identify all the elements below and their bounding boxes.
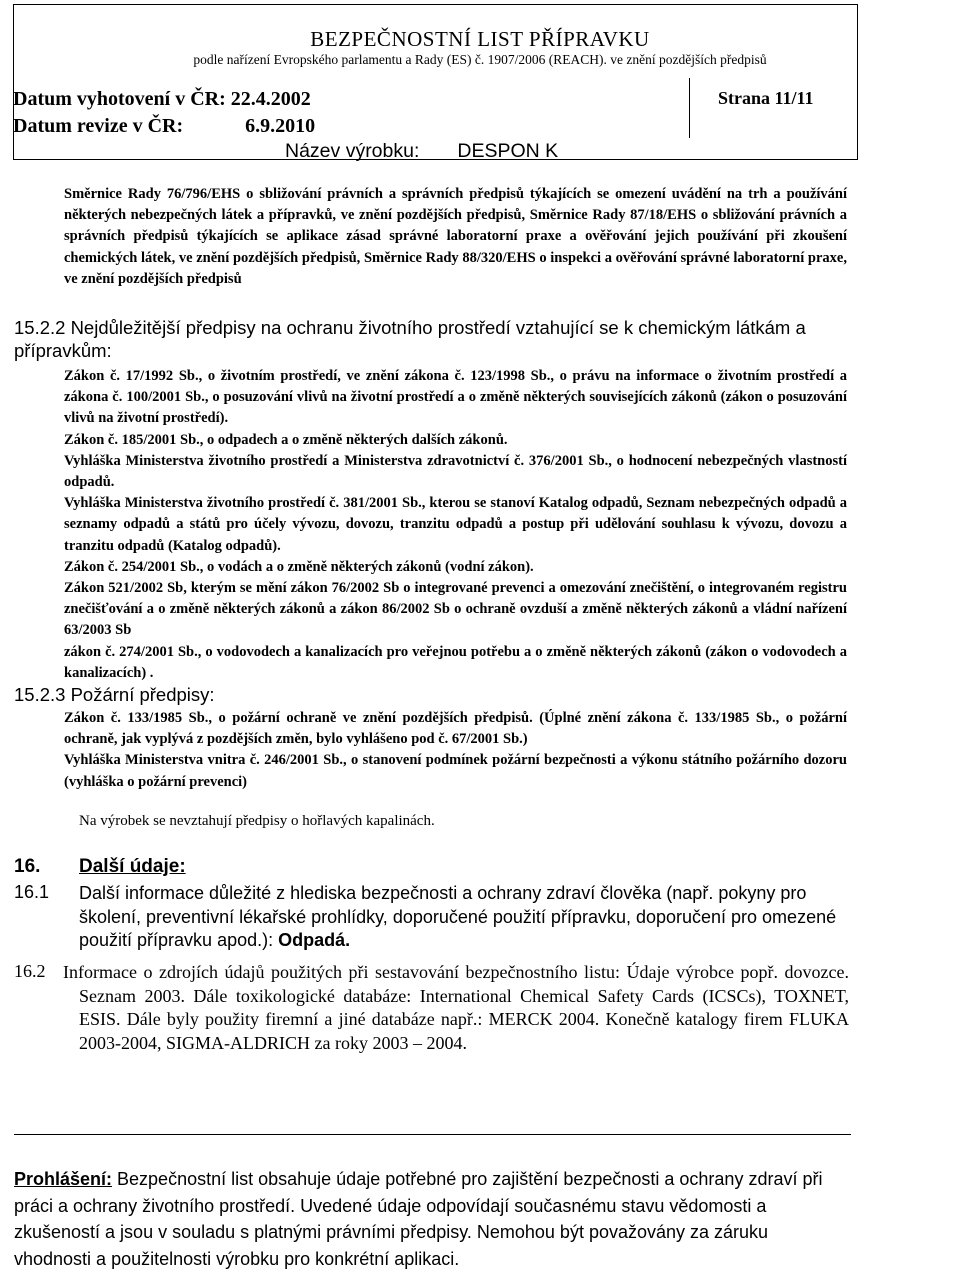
paragraph-16-1-number: 16.1 <box>14 882 50 902</box>
header-divider <box>689 78 690 138</box>
law-item: Vyhláška Ministerstva vnitra č. 246/2001 Sb., o stanovení podmínek požární bezpečnosti a výkonu státního požárního dozoru (vyhláška o požární prevenci) <box>64 752 847 790</box>
flammable-liquids-note: Na výrobek se nevztahují předpisy o hořlavých kapalinách. <box>79 813 435 829</box>
paragraph-16-1-answer: Odpadá. <box>278 930 351 951</box>
law-item: Zákon č. 17/1992 Sb., o životním prostředí, ve znění zákona č. 123/1998 Sb., o právu na informace o životním prostředí a zákona č. 100/2001 Sb., o posuzování vlivů na životní prostředí a o změně některých souvisejících zákonů (zákon o posuzování vlivů na životní prostředí). <box>64 368 847 427</box>
date-revised-label: Datum revize v ČR: <box>13 115 184 137</box>
date-revised <box>13 115 315 138</box>
environment-laws <box>64 366 847 684</box>
section-16-title: Další údaje: <box>79 856 186 877</box>
paragraph-16-1 <box>79 882 849 953</box>
fire-regulations <box>64 708 847 793</box>
law-item: Zákon č. 185/2001 Sb., o odpadech a o změně některých dalších zákonů. <box>64 431 508 448</box>
law-item: Zákon č. 254/2001 Sb., o vodách a o změně některých zákonů (vodní zákon). <box>64 558 534 575</box>
product-name <box>285 140 558 163</box>
date-issued: Datum vyhotovení v ČR: 22.4.2002 <box>13 88 311 110</box>
law-item: Vyhláška Ministerstva životního prostředí a Ministerstva zdravotnictví č. 376/2001 Sb., o hodnocení nebezpečných vlastností odpadů. <box>64 452 847 491</box>
footer-divider <box>14 1134 851 1135</box>
product-label: Název výrobku: <box>285 140 420 162</box>
paragraph-16-2 <box>63 961 849 1056</box>
eu-directives-paragraph: Směrnice Rady 76/796/EHS o sbližování právních a správních předpisů týkajících se omezení uvádění na trh a používání některých nebezpečných látek a přípravků, ve znění pozdějších předpisů, Směrnice Rady 87/18/EHS o sbližování právních a správních předpisů týkajících se aplikace zásad správné laboratorní praxe a ověřování jejich používání při zkoušení chemických látek, ve znění pozdějších předpisů, Směrnice Rady 88/320/EHS o inspekci a ověřování správné laboratorní praxe, ve znění pozdějších předpisů <box>64 186 847 287</box>
page-number: Strana 11/11 <box>718 88 814 108</box>
paragraph-16-2-text: Informace o zdrojích údajů použitých při sestavování bezpečnostního listu: Údaje výrobce popř. dovozce. Seznam 2003. Dále toxikologické databáze: International Chemical Safety Cards (ICSCs), TOXNET, ESIS. Dále byly použity firemní a jiné databáze např.: MERCK 2004. Konečně katalogy firem FLUKA 2003-2004, SIGMA-ALDRICH za roky 2003 – 2004. <box>63 962 849 1054</box>
law-item: Zákon 521/2002 Sb, kterým se mění zákon 76/2002 Sb o integrované prevenci a omezování znečištění, o integrovaném registru znečišťování a o změně některých zákonů a zákon 86/2002 Sb o ochraně ovzduší a změně některých zákonů a vládní nařízení 63/2003 Sb <box>64 580 847 639</box>
paragraph-16-1-text: Další informace důležité z hlediska bezpečnosti a ochrany zdraví člověka (např. pokyny pro školení, preventivní lékařské prohlídky, doporučené použití přípravku, doporučení pro omezené použití přípravku apod.): <box>79 883 837 951</box>
law-item: zákon č. 274/2001 Sb., o vodovodech a kanalizacích pro veřejnou potřebu a o změně některých zákonů (zákon o vodovodech a kanalizacích) . <box>64 643 847 681</box>
declaration <box>14 1166 844 1272</box>
section-15-2-2-heading: 15.2.2 Nejdůležitější předpisy na ochranu životního prostředí vztahující se k chemickým látkám a přípravkům: <box>14 317 806 361</box>
law-item: Zákon č. 133/1985 Sb., o požární ochraně ve znění pozdějších předpisů. (Úplné znění zákona č. 133/1985 Sb., o požární ochraně, jak vyplývá z pozdějších změn, bylo vyhlášeno pod č. 67/2001 Sb.) <box>64 710 847 748</box>
paragraph-16-2-number: 16.2 <box>14 961 46 981</box>
document-subtitle: podle nařízení Evropského parlamentu a Rady (ES) č. 1907/2006 (REACH). ve znění pozdějších předpisů <box>193 52 767 67</box>
section-15-2-3-heading: 15.2.3 Požární předpisy: <box>14 684 215 705</box>
section-16-number: 16. <box>14 856 41 877</box>
declaration-text: Bezpečnostní list obsahuje údaje potřebné pro zajištění bezpečnosti a ochrany zdraví při práci a ochrany životního prostředí. Uvedené údaje odpovídají současnému stavu vědomosti a zkušeností a jsou v souladu s platnými právními předpisy. Nemohou být považovány za záruku vhodnosti a použitelnosti výrobku pro konkrétní aplikaci. <box>14 1169 823 1269</box>
product-value: DESPON K <box>457 140 559 162</box>
declaration-label: Prohlášení: <box>14 1169 113 1189</box>
date-revised-value: 6.9.2010 <box>245 115 316 137</box>
document-title: BEZPEČNOSTNÍ LIST PŘÍPRAVKU <box>310 27 650 51</box>
law-item: Vyhláška Ministerstva životního prostředí č. 381/2001 Sb., kterou se stanoví Katalog odpadů, Seznam nebezpečných odpadů a seznamy odpadů a států pro účely vývozu, dovozu, tranzitu odpadů a postup při udělování souhlasu k vývozu, dovozu a tranzitu odpadů (Katalog odpadů). <box>64 495 847 554</box>
